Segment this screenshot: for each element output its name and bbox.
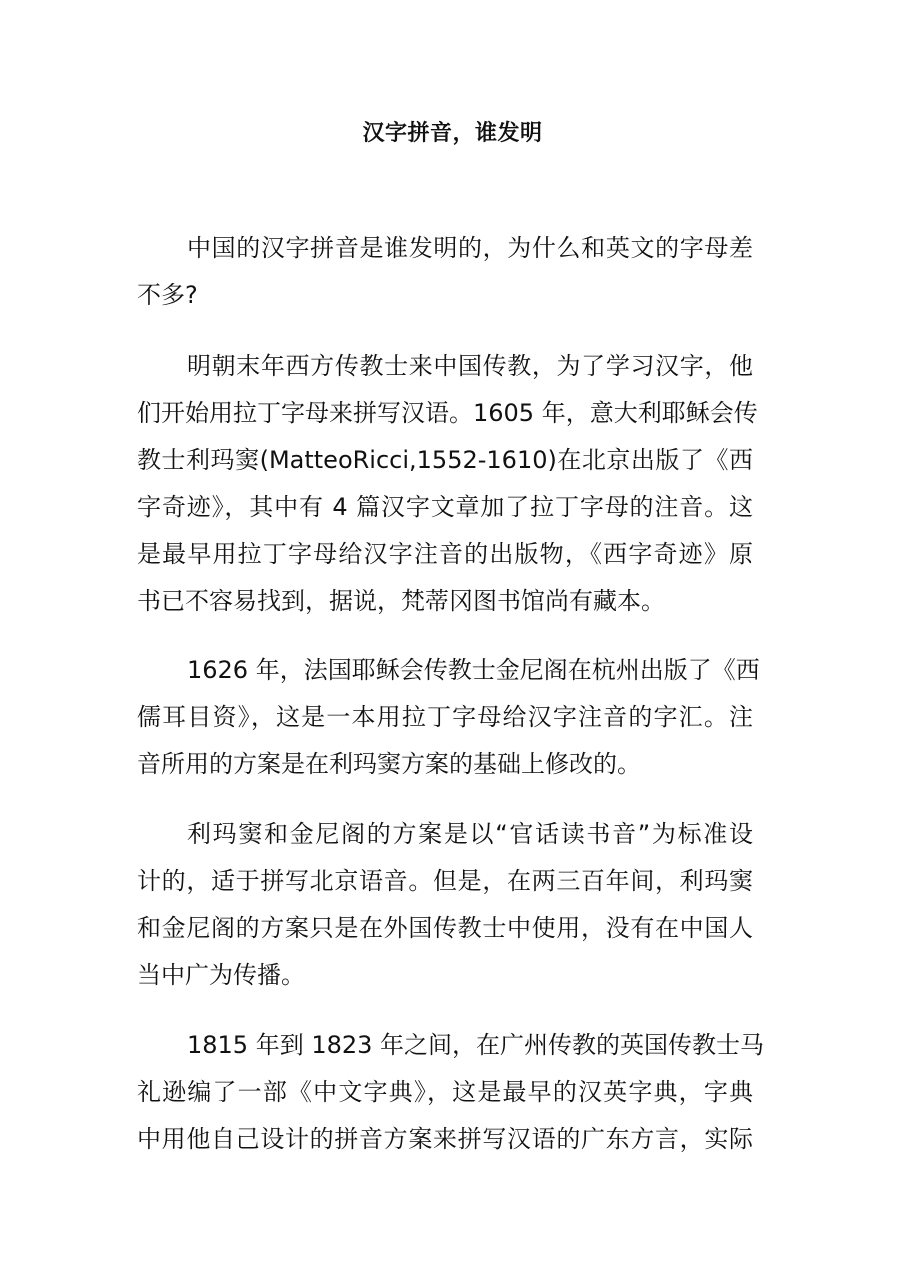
paragraph-line: 当中广为传播。 (137, 961, 305, 989)
paragraph-line: 教士利玛窦(MatteoRicci,1552-1610)在北京出版了《西 (137, 446, 753, 474)
paragraph-line: 和金尼阁的方案只是在外国传教士中使用，没有在中国人 (137, 914, 753, 942)
paragraph-5 (137, 1022, 765, 1163)
paragraph-line: 计的，适于拼写北京语音。但是，在两三百年间，利玛窦 (137, 867, 753, 895)
paragraph-line: 不多? (137, 281, 198, 309)
paragraph-line: 音所用的方案是在利玛窦方案的基础上修改的。 (137, 750, 641, 778)
paragraph-2 (137, 343, 758, 625)
paragraph-line: 儒耳目资》，这是一本用拉丁字母给汉字注音的字汇。注 (137, 703, 753, 731)
document-title: 汉字拼音，谁发明 (362, 121, 543, 146)
paragraph-line: 1815 年到 1823 年之间，在广州传教的英国传教士马 (187, 1031, 765, 1059)
paragraph-1 (137, 225, 753, 319)
paragraph-line: 中国的汉字拼音是谁发明的，为什么和英文的字母差 (187, 234, 753, 262)
paragraph-4 (137, 811, 753, 999)
paragraph-line: 礼逊编了一部《中文字典》，这是最早的汉英字典，字典 (137, 1078, 753, 1106)
paragraph-line: 字奇迹》，其中有 4 篇汉字文章加了拉丁字母的注音。这 (137, 493, 753, 521)
paragraph-line: 是最早用拉丁字母给汉字注音的出版物，《西字奇迹》原 (137, 540, 753, 568)
paragraph-line: 利玛窦和金尼阁的方案是以“官话读书音”为标准设 (187, 820, 753, 848)
paragraph-line: 书已不容易找到，据说，梵蒂冈图书馆尚有藏本。 (137, 587, 665, 615)
paragraph-3 (137, 647, 760, 788)
paragraph-line: 1626 年，法国耶稣会传教士金尼阁在杭州出版了《西 (187, 656, 760, 684)
paragraph-line: 中用他自己设计的拼音方案来拼写汉语的广东方言，实际 (137, 1125, 753, 1153)
paragraph-line: 们开始用拉丁字母来拼写汉语。1605 年，意大利耶稣会传 (137, 399, 758, 427)
paragraph-line: 明朝末年西方传教士来中国传教，为了学习汉字，他 (187, 352, 753, 380)
